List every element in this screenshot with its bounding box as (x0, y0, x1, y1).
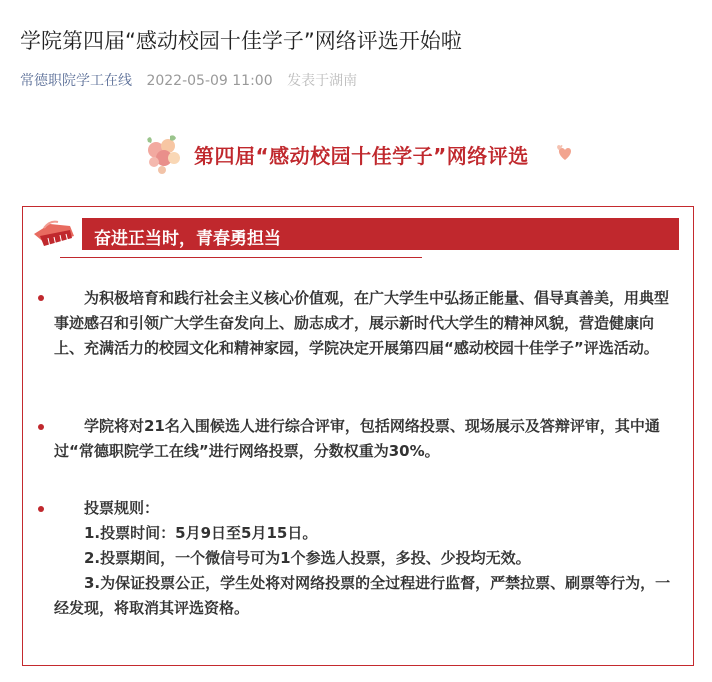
ribbon-title: 奋进正当时，青春勇担当 (94, 229, 281, 249)
rule-item: 2.投票期间，一个微信号可为1个参选人投票，多投、少投均无效。 (84, 549, 531, 567)
bullet-dot (38, 506, 44, 512)
author-link[interactable]: 常德职院学工在线 (20, 73, 132, 89)
article-meta (20, 70, 357, 90)
rule-item: 3.为保证投票公正，学生处将对网络投票的全过程进行监督，严禁拉票、刷票等行为，一经发现，将取消其评选资格。 (54, 574, 671, 617)
rules-title: 投票规则： (84, 499, 160, 517)
piano-icon (30, 214, 88, 254)
divider (60, 257, 422, 258)
bullet-dot (38, 295, 44, 301)
paragraph-evaluation: 学院将对21名入围候选人进行综合评审，包括网络投票、现场展示及答辩评审，其中通过“常德职院学工在线”进行网络投票，分数权重为30%。 (54, 417, 660, 460)
hearts-icon (554, 142, 576, 164)
banner-heading: 第四届“感动校园十佳学子”网络评选 (194, 144, 529, 168)
section-ribbon (30, 214, 680, 254)
bullet-dot (38, 424, 44, 430)
voting-rules (54, 496, 682, 621)
publish-location: 发表于湖南 (287, 73, 358, 89)
paragraph-intro: 为积极培育和践行社会主义核心价值观，在广大学生中弘扬正能量、倡导真善美，用典型事迹感召和引领广大学生奋发向上、励志成才，展示新时代大学生的精神风貌，营造健康向上、充满活力的校园文化和精神家园，学院决定开展第四届“感动校园十佳学子”评选活动。 (54, 289, 670, 357)
article-title: 学院第四届“感动校园十佳学子”网络评选开始啦 (20, 29, 462, 53)
section-banner (140, 130, 580, 178)
publish-time: 2022-05-09 11:00 (146, 73, 273, 89)
rule-item: 1.投票时间：5月9日至5月15日。 (84, 524, 318, 542)
flower-icon (140, 130, 188, 178)
